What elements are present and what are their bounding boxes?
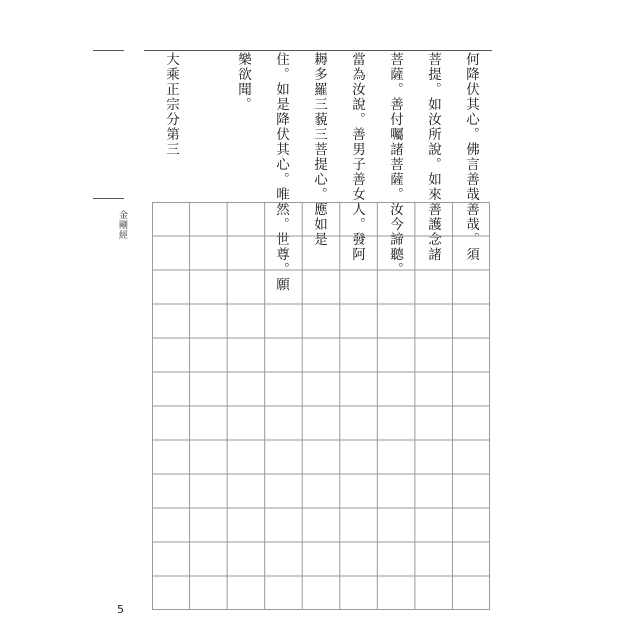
top-rule — [144, 50, 492, 51]
practice-grid[interactable] — [152, 202, 490, 610]
sutra-column-2: 菩提。如汝所說。如來善護念諸 — [425, 52, 441, 262]
sutra-column-3: 菩薩。善付囑諸菩薩。汝今諦聽。 — [387, 52, 403, 277]
book-title: 金剛經 — [117, 210, 127, 240]
top-rule-left — [93, 50, 124, 51]
chapter-heading: 大乘正宗分第三 — [163, 52, 179, 157]
sutra-column-1: 何降伏其心。佛言善哉善哉。須 — [463, 52, 479, 262]
practice-grid-lines — [152, 202, 490, 610]
sutra-column-4: 當為汝說。善男子善女人。發阿 — [349, 52, 365, 262]
sutra-column-7: 樂欲聞。 — [235, 52, 251, 112]
sutra-text — [152, 52, 490, 292]
side-rule — [93, 198, 124, 199]
sutra-column-6: 住。如是降伏其心。唯然。世尊。願 — [273, 52, 289, 292]
page-number: 5 — [117, 603, 124, 616]
sutra-column-5: 耨多羅三藐三菩提心。應如是 — [311, 52, 327, 247]
